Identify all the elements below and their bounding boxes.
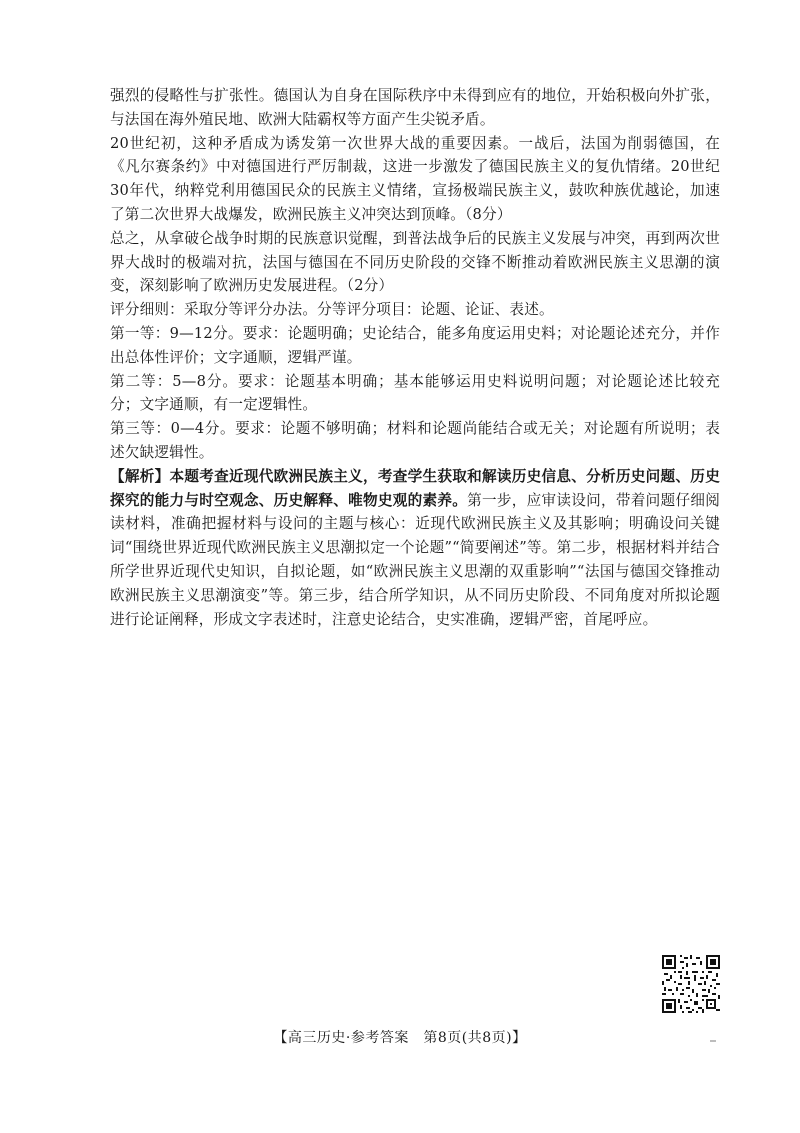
paragraph-conclusion: 总之，从拿破仑战争时期的民族意识觉醒，到普法战争后的民族主义发展与冲突，再到两次世界大战时的极端对抗，法国与德国在不同历史阶段的交锋不断推动着欧洲民族主义思潮的演变，深刻影响了欧洲历史发展进程。（2分） (110, 229, 720, 295)
answer-content (110, 84, 720, 631)
analysis-paragraph (110, 465, 720, 632)
paragraph-grade-one: 第一等：9—12分。要求：论题明确；史论结合，能多角度运用史料；对论题论述充分，并作出总体性评价；文字通顺，逻辑严谨。 (110, 324, 720, 366)
paragraph-grade-three: 第三等：0—4分。要求：论题不够明确；材料和论题尚能结合或无关；对论题有所说明；表述欠缺逻辑性。 (110, 420, 720, 461)
paragraph-world-wars: 20世纪初，这种矛盾成为诱发第一次世界大战的重要因素。一战后，法国为削弱德国，在《凡尔赛条约》中对德国进行严厉制裁，这进一步激发了德国民族主义的复仇情绪。20世纪30年代，纳粹党利用德国民众的民族主义情绪，宣扬极端民族主义，鼓吹种族优越论，加速了第二次世界大战爆发，欧洲民族主义冲突达到顶峰。（8分） (110, 134, 720, 223)
page-footer: 【高三历史·参考答案 第8页(共8页)】 (273, 1030, 527, 1046)
qr-code-icon (662, 955, 720, 1013)
paragraph-scoring-rules: 评分细则：采取分等评分办法。分等评分项目：论题、论证、表述。 (110, 301, 554, 319)
analysis-heading: 【解析】本题考查近现代欧洲民族主义，考查学生获取和解读历史信息、分析历史问题、历史探究的能力与时空观念、历史解释、唯物史观的素养。 (110, 467, 720, 509)
paragraph-expansion-conflict: 强烈的侵略性与扩张性。德国认为自身在国际秩序中未得到应有的地位，开始积极向外扩张，与法国在海外殖民地、欧洲大陆霸权等方面产生尖锐矛盾。 (110, 87, 720, 128)
analysis-body: 第一步，应审读设问，带着问题仔细阅读材料，准确把握材料与设问的主题与核心：近现代欧洲民族主义及其影响；明确设问关键词“围绕世界近现代欧洲民族主义思潮拟定一个论题”“简要阐述”等。第二步，根据材料并结合所学世界近现代史知识，自拟论题，如“欧洲民族主义思潮的双重影响”“法国与德国交锋推动欧洲民族主义思潮演变”等。第三步，结合所学知识，从不同历史阶段、不同角度对所拟论题进行论证阐释，形成文字表述时，注意史论结合，史实准确，逻辑严密，首尾呼应。 (110, 491, 720, 628)
paragraph-grade-two: 第二等：5—8分。要求：论题基本明确；基本能够运用史料说明问题；对论题论述比较充分；文字通顺，有一定逻辑性。 (110, 372, 720, 414)
